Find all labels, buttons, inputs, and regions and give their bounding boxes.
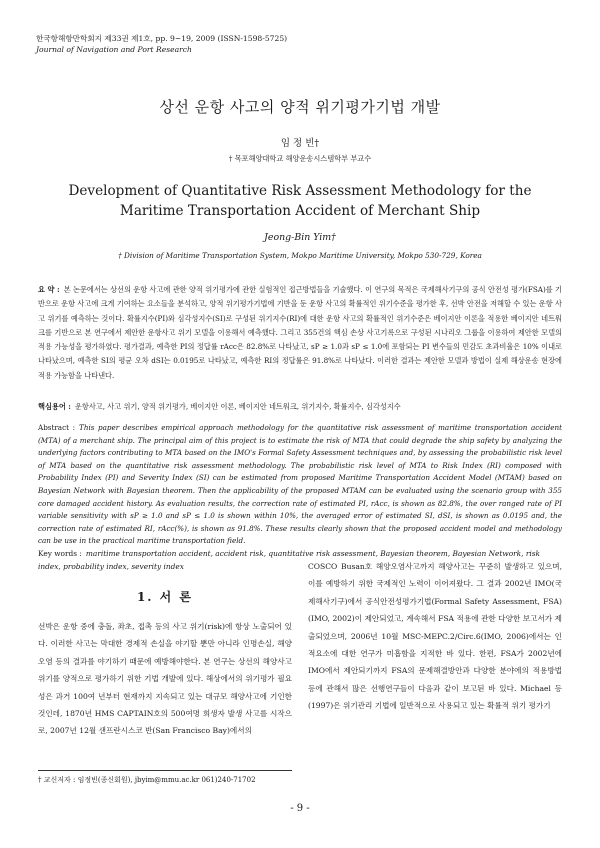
page-number: - 9 - <box>290 803 310 814</box>
affiliation-en: † Division of Maritime Transportation System, Mokpo Maritime University, Mokpo 530-729, Korea <box>118 251 482 260</box>
footnote-divider <box>38 770 292 771</box>
keywords-kr-label: 핵심용어 : <box>38 402 71 411</box>
abstract-en <box>38 422 562 548</box>
abstract-kr-label: 요 약 : <box>38 285 60 294</box>
journal-info-kr: 한국항해항만학회지 제33권 제1호, pp. 9~19, 2009 (ISSN-1598-5725) <box>36 34 288 43</box>
abstract-en-label: Abstract : <box>38 423 76 432</box>
footnote-corresponding-author: † 교신저자 : 임정빈(종신회원), jbyim@mmu.ac.kr 061)240-71702 <box>38 776 256 784</box>
paper-title-kr: 상선 운항 사고의 양적 위기평가기법 개발 <box>159 98 441 116</box>
author-kr: 임 정 빈† <box>280 138 320 149</box>
keywords-en-label: Key words : <box>38 549 82 558</box>
keywords-kr <box>38 402 562 412</box>
affiliation-kr: † 목포해양대학교 해양운송시스템학부 부교수 <box>228 154 372 163</box>
body-left-column: 선박은 운항 중에 충돌, 좌초, 접촉 등의 사고 위기(risk)에 항상 노출되어 있다. 이러한 사고는 막대한 경제적 손실을 야기할 뿐만 아니라 인명손실, 해양오염 등의 결과를 야기하기 때문에 예방해야한다. 본 연구는 상선의 해양사고 위기를 양적으로 평가하기 위한 기법 개발에 있다. 해상에서의 위기평가 필요성은 과거 100여 년부터 현재까지 지속되고 있는 대규모 해양사고에 기인한 것인데, 1870년 HMS CAPTAIN호의 500여명 희생자 발생 사고를 시작으로, 2007년 12월 샌프란시스코 반(San Francisco Bay)에서의 <box>38 622 292 736</box>
section-heading-introduction: 1. 서 론 <box>136 590 194 604</box>
abstract-kr-text: 본 논문에서는 상선의 운항 사고에 관한 양적 위기평가에 관한 실험적인 접근방법들을 기술했다. 이 연구의 목적은 국제해사기구의 공식 안전성 평가(FSA)를 기반으로 운항 사고에 크게 기여하는 요소들을 분석하고, 양적 위기평가기법에 기반을 둔 운항 사고의 확률적인 위기수준을 평가한 후, 선박 안전을 저해할 수 있는 운항 사고 위기를 예측하는 것이다. 확률지수(PI)와 심각성지수(SI)로 구성된 위기지수(RI)에 대한 운항 사고의 확률적인 위기수준은 베이지안 이론을 적용한 베이지안 네트워크를 기반으로 본 연구에서 제안한 운항사고 위기 모델을 이용해서 예측했다. 그리고 355건의 핵심 손상 사고기록으로 구성된 시나리오 그룹을 이용하여 제안한 모델의 적용 가능성을 평가하였다. 평가결과, 예측한 PI의 정답률 rAcc은 82.8%로 나타났고, sP ≥ 1.0과 sP ≤ 1.0에 포함되는 PI 변수들의 민감도 초과비율은 10% 이내로 나타났으며, 예측한 SI의 평균 오차 dSI는 0.0195로 나타났고, 예측한 RI의 정답률은 91.8%로 나타났다. 이러한 결과는 제안한 모델과 방법이 실제 해상운송 현장에 적용 가능함을 나타낸다. <box>38 285 563 380</box>
author-en: Jeong-Bin Yim† <box>264 232 336 243</box>
body-right-column: COSCO Busan호 해양오염사고까지 해양사고는 꾸준히 발생하고 있으며, 이를 예방하기 위한 국제적인 노력이 이어져왔다. 그 결과 2002년 IMO(국제해사기구)에서 공식안전성평가기법(Formal Safety Assessment, FSA)(IMO, 2002)이 제안되었고, 계속해서 FSA 적용에 관한 다양한 보고서가 제출되었으며, 2006년 10월 MSC-MEPC.2/Circ.6(IMO, 2006)에서는 인적요소에 대한 연구가 미흡함을 지적한 바 있다. 한편, FSA가 2002년에 IMO에서 제안되기까지 FSA의 문제해결방안과 다양한 분야에의 적용방법 등에 관해서 많은 선행연구들이 다음과 같이 보고된 바 있다. Michael 등(1997)은 위기관리 기법에 일반적으로 사용되고 있는 확률적 위기 평가기 <box>308 562 562 711</box>
journal-name-en: Journal of Navigation and Port Research <box>36 45 192 54</box>
abstract-kr <box>38 283 562 383</box>
journal-header <box>36 33 287 55</box>
paper-title-en: Development of Quantitative Risk Assessment Methodology for the Maritime Transportation Accident of Merchant Ship <box>68 183 532 219</box>
keywords-kr-text: 운항사고, 사고 위기, 양적 위기평가, 베이지안 이론, 베이지안 네트워크, 위기지수, 확률지수, 심각성지수 <box>74 402 401 411</box>
abstract-en-text: This paper describes empirical approach methodology for the quantitative risk assessment of maritime transportation accident (MTA) of a merchant ship. The principal aim of this project is to estimate the risk of MTA that could degrade the ship safety by analyzing the underlying factors contributing to MTA based on the IMO's Formal Safety Assessment techniques and, by assessing the probabilistic risk level of MTA based on the quantitative risk assessment methodology. The probabilistic risk level of MTA to Risk Index (RI) composed with Probability Index (PI) and Severity Index (SI) can be estimated from proposed Maritime Transportation Accident Model (MTAM) based on Bayesian Network with Bayesian theorem. Then the applicability of the proposed MTAM can be evaluated using the scenario group with 355 core damaged accident history. As evaluation results, the correction rate of estimated PI, rAcc, is shown as 82.8%, the over ranged rate of PI variable sensitivity with sP ≥ 1.0 and sP ≤ 1.0 is shown within 10%, the averaged error of estimated SI, dSI, is shown as 0.0195 and, the correction rate of estimated RI, rAcc(%), is shown as 91.8%. These results clearly shown that the proposed accident model and methodology can be use in the practical maritime transportation field. <box>38 423 562 546</box>
keywords-en-text: maritime transportation accident, accident risk, quantitative risk assessment, Bayesian theorem, Bayesian Network, risk index, probability index, severity index <box>38 549 541 571</box>
